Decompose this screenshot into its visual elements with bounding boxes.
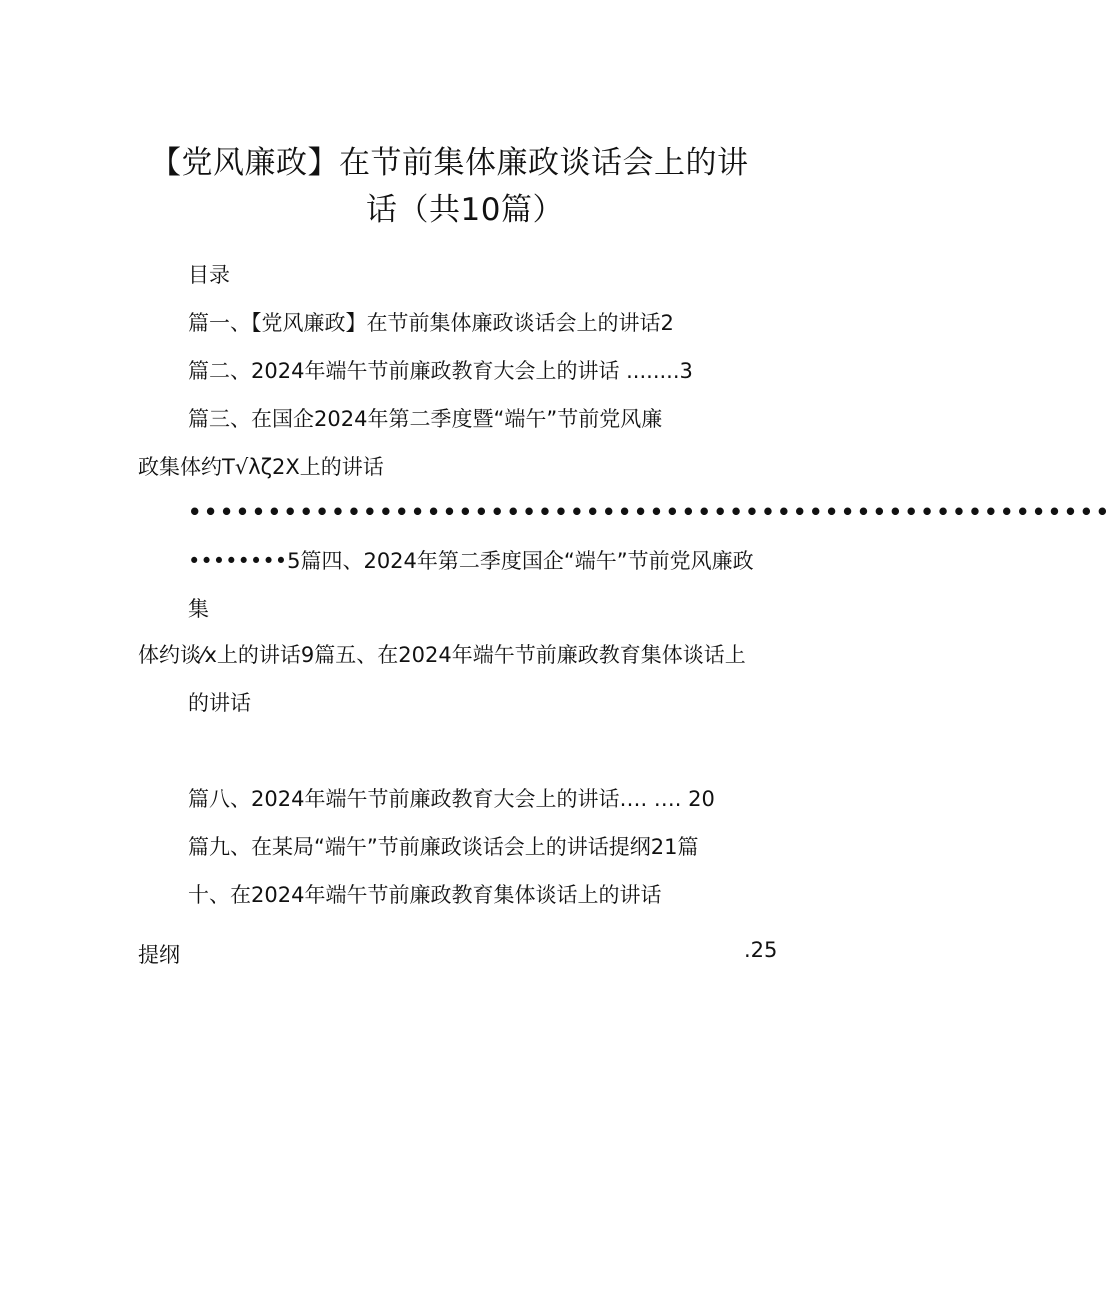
toc-line: 篇二、2024年端午节前廉政教育大会上的讲话 ........3 [188,359,693,383]
toc-line: 篇九、在某局“端午”节前廉政谈话会上的讲话提纲21篇 [188,835,699,859]
toc-line: 的讲话 [188,691,251,715]
document-title-line-2: 话（共10篇） [366,192,564,228]
toc-leader-dots: •••••••••••••••••••••••••••••••••••••••••••••••••••••••••• [188,500,1112,524]
toc-line: ••••••••5篇四、2024年第二季度国企“端午”节前党风廉政 [188,549,754,573]
toc-line: 集 [188,597,209,621]
toc-line: 十、在2024年端午节前廉政教育集体谈话上的讲话 [188,883,662,907]
toc-heading: 目录 [188,263,230,287]
toc-line: 篇一、【党风廉政】在节前集体廉政谈话会上的讲话2 [188,311,674,335]
toc-line: 篇三、在国企2024年第二季度暨“端午”节前党风廉 [188,407,663,431]
toc-line: 政集体约T√λζ2X上的讲话 [138,455,384,479]
toc-line: 提纲 [138,943,180,967]
toc-line: 体约谈⁄x上的讲话9篇五、在2024年端午节前廉政教育集体谈话上 [138,643,746,667]
document-title-line-1: 【党风廉政】在节前集体廉政谈话会上的讲 [150,145,749,181]
toc-page-number: .25 [744,938,778,962]
toc-line: 篇八、2024年端午节前廉政教育大会上的讲话…. …. 20 [188,787,715,811]
